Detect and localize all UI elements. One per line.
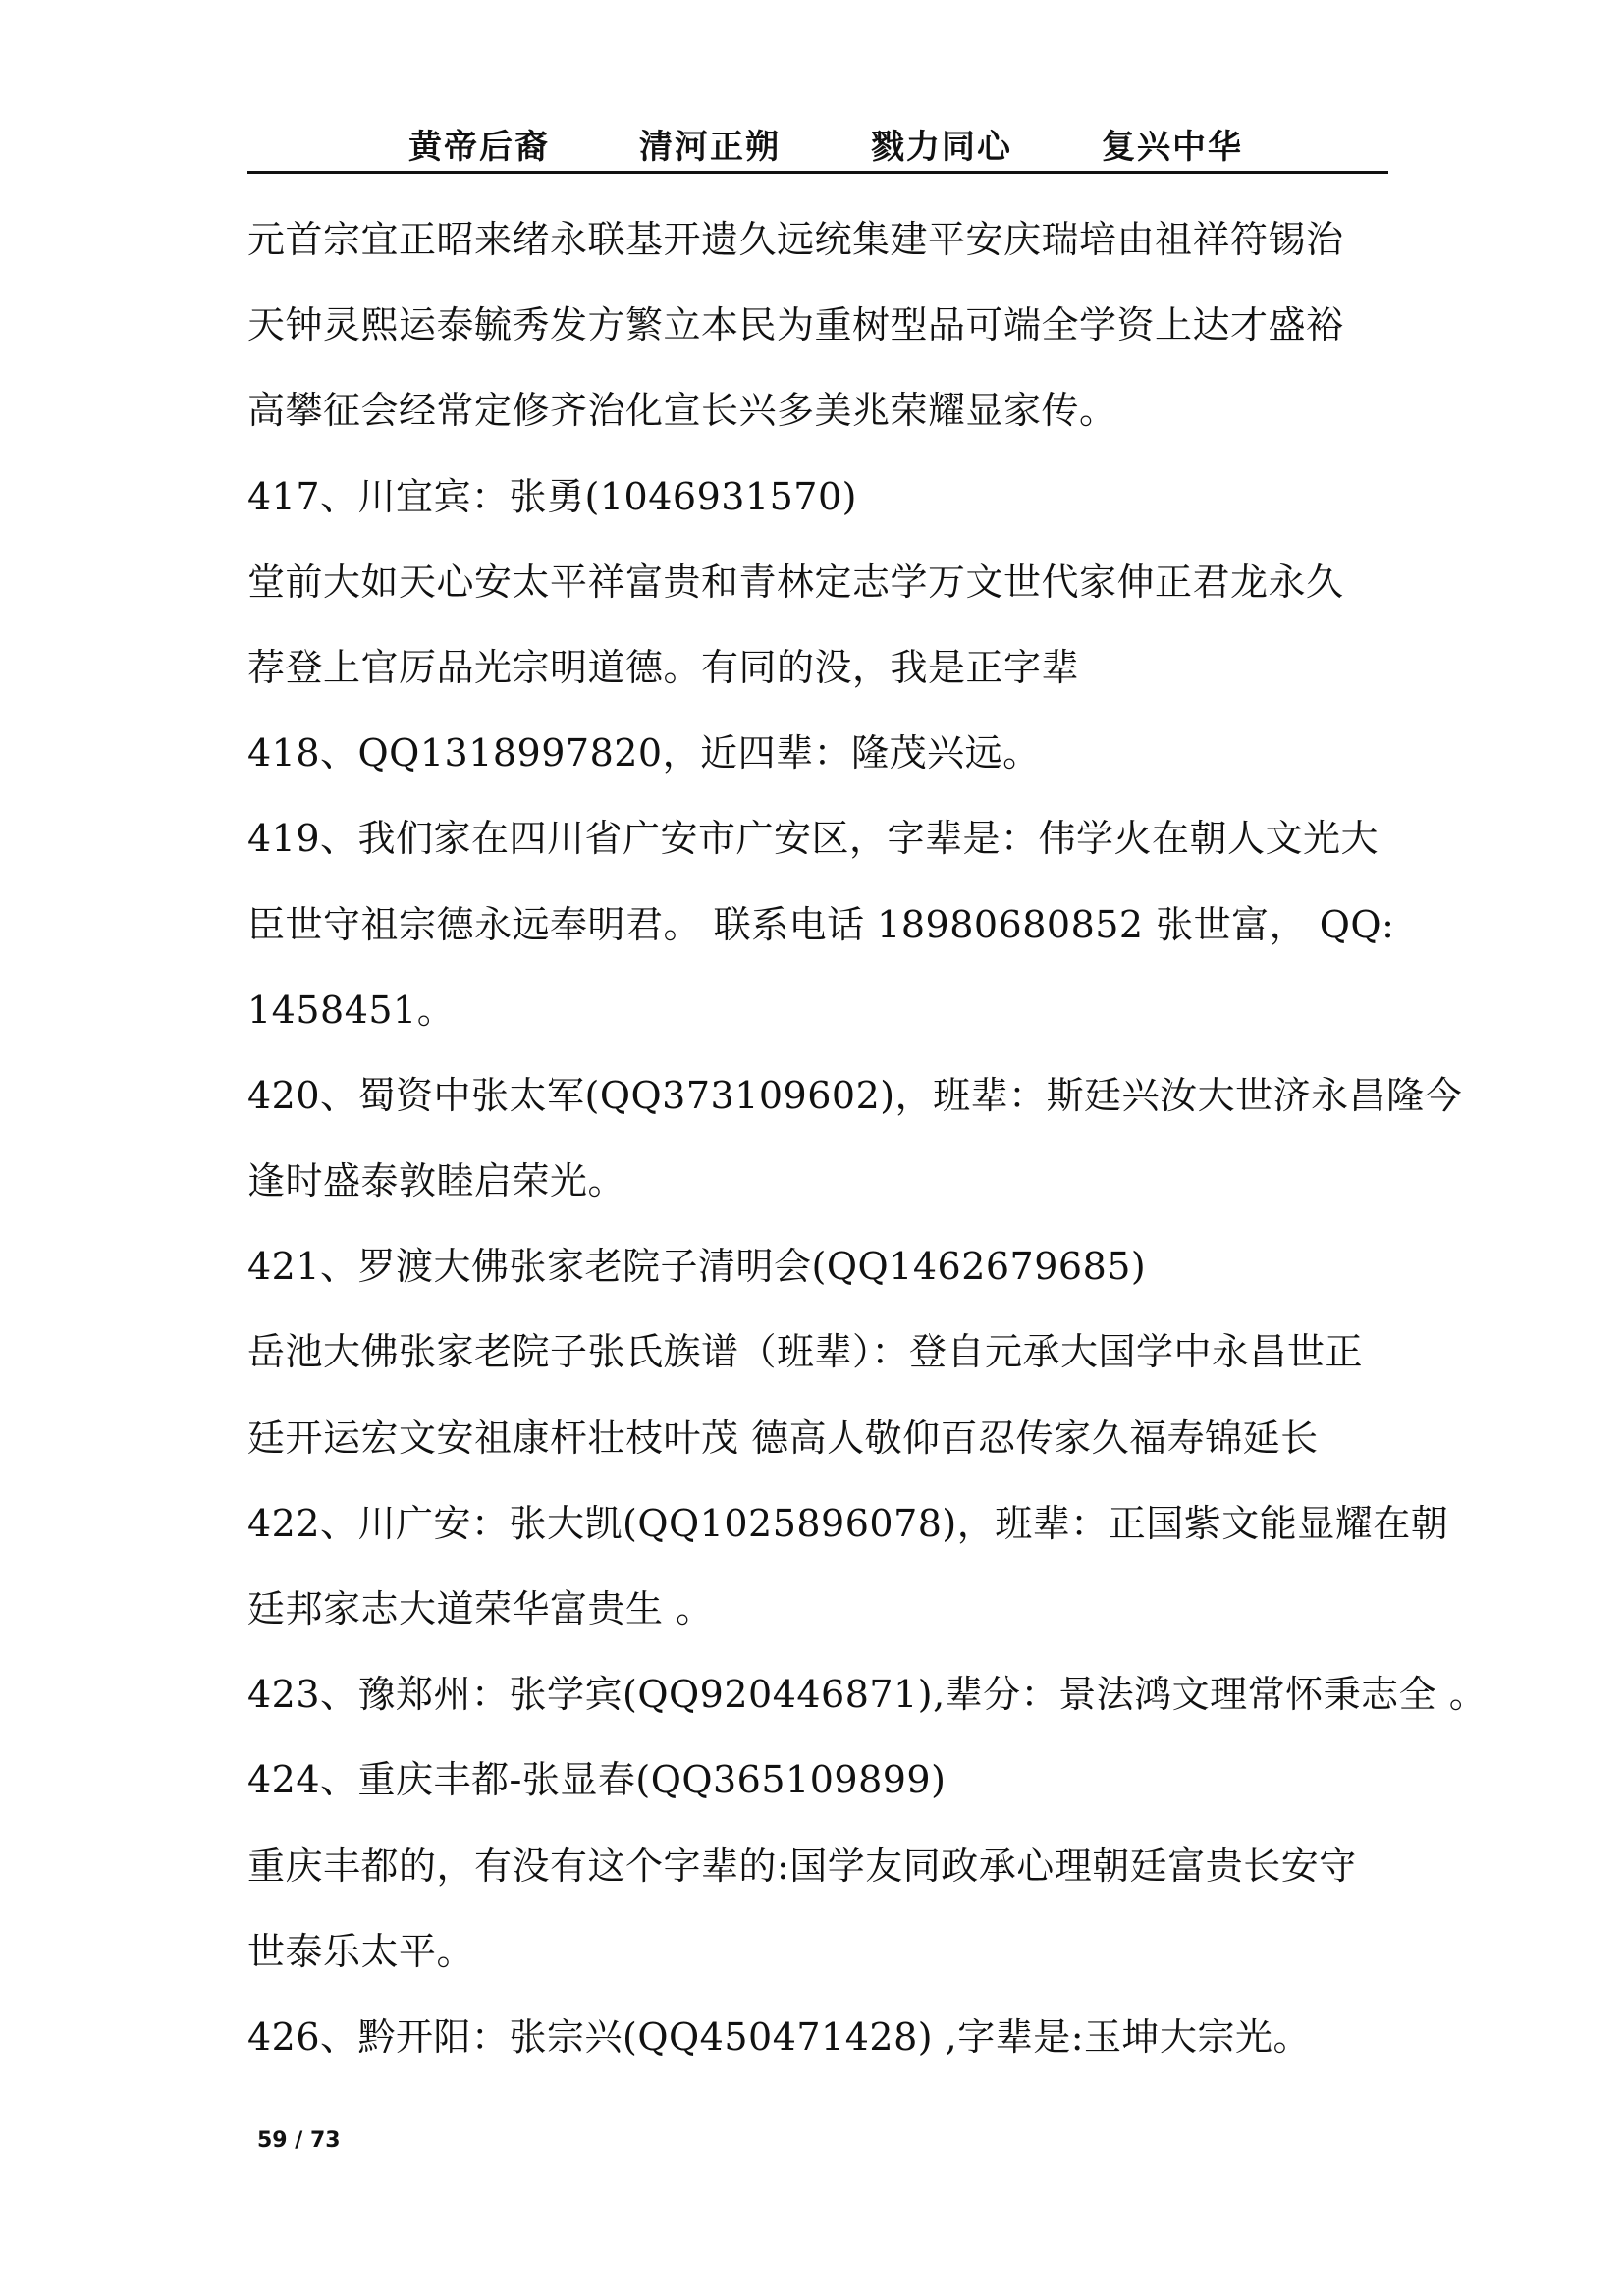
text-line: 逢时盛泰敦睦启荣光。	[247, 1159, 626, 1203]
text-line: 世泰乐太平。	[247, 1929, 475, 1973]
text-line: 天钟灵熙运泰毓秀发方繁立本民为重树型品可端全学资上达才盛裕	[247, 303, 1344, 347]
header-motto-2: 清河正朔	[639, 128, 781, 167]
header-motto-4: 复兴中华	[1102, 128, 1243, 167]
text-line: 廷开运宏文安祖康杆壮枝叶茂 德高人敬仰百忍传家久福寿锦延长	[247, 1415, 1319, 1460]
text-line: 元首宗宜正昭来绪永联基开遗久远统集建平安庆瑞培由祖祥符锡治	[247, 218, 1344, 261]
text-line: 荐登上官厉品光宗明道德。有同的没，我是正字辈	[247, 645, 1080, 689]
page-number: 59 / 73	[257, 2128, 341, 2153]
entry-421-heading: 421、罗渡大佛张家老院子清明会(QQ1462679685)	[247, 1245, 1147, 1289]
entry-426: 426、黔开阳：张宗兴(QQ450471428) ,字辈是:玉坤大宗光。	[247, 2014, 1312, 2058]
text-line: 廷邦家志大道荣华富贵生 。	[247, 1587, 714, 1630]
text-line: 高攀征会经常定修齐治化宣长兴多美兆荣耀显家传。	[247, 389, 1117, 433]
text-line: 臣世守祖宗德永远奉明君。 联系电话 18980680852 张世富， QQ:	[247, 902, 1395, 946]
text-line: 堂前大如天心安太平祥富贵和青林定志学万文世代家伸正君龙永久	[247, 560, 1344, 604]
entry-423: 423、豫郑州：张学宾(QQ920446871),辈分：景法鸿文理常怀秉志全 。	[247, 1673, 1488, 1717]
text-line: 岳池大佛张家老院子张氏族谱（班辈）：登自元承大国学中永昌世正	[247, 1330, 1364, 1374]
header-motto-1: 黄帝后裔	[408, 128, 550, 167]
entry-420: 420、蜀资中张太军(QQ373109602)，班辈：斯廷兴汝大世济永昌隆今	[247, 1073, 1463, 1117]
entry-419: 419、我们家在四川省广安市广安区，字辈是：伟学火在朝人文光大	[247, 817, 1380, 861]
text-line: 1458451。	[247, 988, 456, 1032]
body-text	[247, 212, 1488, 2095]
text-line: 重庆丰都的，有没有这个字辈的:国学友同政承心理朝廷富贵长安守	[247, 1843, 1357, 1888]
entry-418: 418、QQ1318997820，近四辈：隆茂兴远。	[247, 731, 1041, 775]
header-motto-3: 戮力同心	[871, 128, 1012, 167]
entry-417-heading: 417、川宜宾：张勇(1046931570)	[247, 474, 857, 518]
page-header	[247, 116, 1388, 174]
entry-422: 422、川广安：张大凯(QQ1025896078)，班辈：正国紫文能显耀在朝	[247, 1501, 1449, 1545]
entry-424-heading: 424、重庆丰都-张显春(QQ365109899)	[247, 1758, 947, 1802]
